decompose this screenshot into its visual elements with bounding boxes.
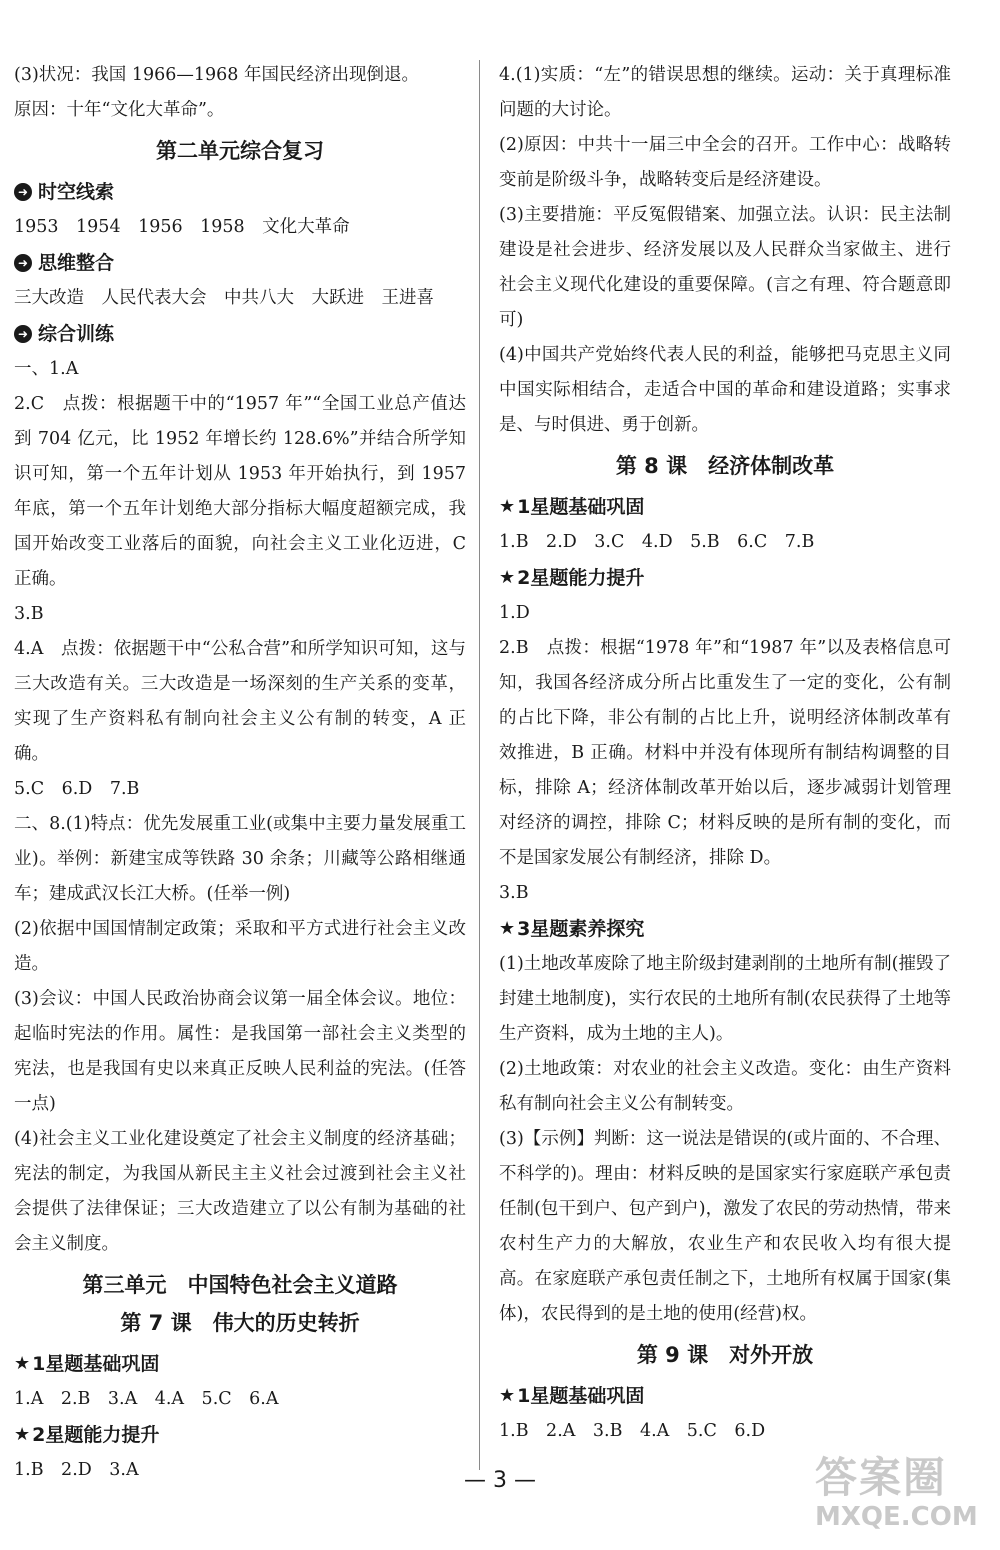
watermark-logo [815, 1455, 995, 1547]
section-training-label: 综合训练 [38, 323, 115, 345]
lesson7-title: 第 7 课 伟大的历史转折 [120, 1311, 360, 1335]
answer-r4-3: (3)主要措施：平反冤假错案、加强立法。认识：民主法制建设是社会进步、经济发展以及人民群众当家做主、进行社会主义现代化建设的重要保障。(言之有理、符合题意即可) [499, 205, 951, 330]
l8-section-2star-label: 2星题能力提升 [517, 567, 645, 589]
answer-q8-2: (2)依据中国国情制定政策；采取和平方式进行社会主义改造。 [14, 919, 466, 974]
l8-2star-q1: 1.D [499, 603, 530, 623]
l7-1star-answers: 1.A 2.B 3.A 4.A 5.C 6.A [14, 1389, 279, 1409]
column-divider [479, 60, 480, 1470]
answer-q3: 3.B [14, 604, 44, 624]
l8-1star-answers: 1.B 2.D 3.C 4.D 5.B 6.C 7.B [499, 532, 815, 552]
watermark-line2: MXQE.COM [815, 1502, 978, 1532]
l8-section-3star [499, 911, 951, 947]
star-icon: ★ [499, 567, 516, 588]
section-training [14, 316, 466, 352]
unit2-title: 第二单元综合复习 [156, 139, 324, 163]
star-icon: ★ [14, 1353, 31, 1374]
lesson9-title: 第 9 课 对外开放 [636, 1343, 814, 1367]
l9-section-1star [499, 1378, 951, 1414]
answer-r4-4: (4)中国共产党始终代表人民的利益，能够把马克思主义同中国实际相结合，走适合中国的革命和建设道路；实事求是、与时俱进、勇于创新。 [499, 345, 951, 435]
right-column [499, 58, 951, 1449]
l8-section-3star-label: 3星题素养探究 [517, 918, 645, 940]
answer-q8-1: 二、8.(1)特点：优先发展重工业(或集中主要力量发展重工业)。举例：新建宝成等铁路 30 余条；川藏等公路相继通车；建成武汉长江大桥。(任举一例) [14, 814, 466, 904]
left-column [14, 58, 466, 1488]
l8-section-1star-label: 1星题基础巩固 [517, 496, 645, 518]
l7-section-1star-label: 1星题基础巩固 [32, 1353, 160, 1375]
section-timeline-label: 时空线索 [38, 181, 115, 203]
answer-q8-3: (3)会议：中国人民政治协商会议第一届全体会议。地位：起临时宪法的作用。属性：是我国第一部社会主义类型的宪法，也是我国有史以来真正反映人民利益的宪法。(任答一点) [14, 989, 466, 1114]
timeline-text: 1953 1954 1956 1958 文化大革命 [14, 217, 350, 237]
answer-q1: 一、1.A [14, 359, 79, 379]
star-icon: ★ [499, 918, 516, 939]
page-number: — 3 — [464, 1468, 536, 1493]
section-thinking-label: 思维整合 [38, 252, 115, 274]
l8-3star-1: (1)土地改革废除了地主阶级封建剥削的土地所有制(摧毁了封建土地制度)，实行农民的土地所有制(农民获得了土地等生产资料，成为土地的主人)。 [499, 954, 951, 1044]
l7-2star-answers: 1.B 2.D 3.A [14, 1460, 139, 1480]
star-icon: ★ [14, 1424, 31, 1445]
section-timeline [14, 174, 466, 210]
thinking-text: 三大改造 人民代表大会 中共八大 大跃进 王进喜 [14, 288, 434, 308]
l8-2star-q2: 2.B 点拨：根据“1978 年”和“1987 年”以及表格信息可知，我国各经济成分所占比重发生了一定的变化，公有制的占比下降，非公有制的占比上升，说明经济体制改革有效推进，B 正确。材料中并没有体现所有制结构调整的目标，排除 A；经济体制改革开始以后，逐步减弱计划管理对经济的调控，排除 C；材料反映的是所有制的变化，而不是国家发展公有制经济，排除 D。 [499, 638, 951, 868]
l8-3star-3: (3)【示例】判断：这一说法是错误的(或片面的、不合理、不科学的)。理由：材料反映的是国家实行家庭联产承包责任制(包干到户、包产到户)，激发了农民的劳动热情，带来农村生产力的大解放，农业生产和农民收入均有很大提高。在家庭联产承包责任制之下，土地所有权属于国家(集体)，农民得到的是土地的使用(经营)权。 [499, 1129, 951, 1324]
l7-section-2star [14, 1417, 466, 1453]
l8-section-1star [499, 489, 951, 525]
answer-q5-7: 5.C 6.D 7.B [14, 779, 140, 799]
status-line: (3)状况：我国 1966—1968 年国民经济出现倒退。 [14, 65, 419, 85]
section-thinking [14, 245, 466, 281]
l8-3star-2: (2)土地政策：对农业的社会主义改造。变化：由生产资料私有制向社会主义公有制转变。 [499, 1059, 951, 1114]
reason-line: 原因：十年“文化大革命”。 [14, 100, 225, 120]
lesson8-title: 第 8 课 经济体制改革 [615, 454, 835, 478]
answer-q8-4: (4)社会主义工业化建设奠定了社会主义制度的经济基础；宪法的制定，为我国从新民主主义社会过渡到社会主义社会提供了法律保证；三大改造建立了以公有制为基础的社会主义制度。 [14, 1129, 466, 1254]
answer-r4-2: (2)原因：中共十一届三中全会的召开。工作中心：战略转变前是阶级斗争，战略转变后是经济建设。 [499, 135, 951, 190]
arrow-circle-icon: ➜ [14, 183, 32, 201]
answer-q4: 4.A 点拨：依据题干中“公私合营”和所学知识可知，这与三大改造有关。三大改造是一场深刻的生产关系的变革，实现了生产资料私有制向社会主义公有制的转变，A 正确。 [14, 639, 466, 764]
l8-2star-q3: 3.B [499, 883, 529, 903]
l9-section-1star-label: 1星题基础巩固 [517, 1385, 645, 1407]
l9-1star-answers: 1.B 2.A 3.B 4.A 5.C 6.D [499, 1421, 766, 1441]
arrow-circle-icon: ➜ [14, 254, 32, 272]
unit3-title: 第三单元 中国特色社会主义道路 [82, 1273, 398, 1297]
l8-section-2star [499, 560, 951, 596]
answer-r4-1: 4.(1)实质：“左”的错误思想的继续。运动：关于真理标准问题的大讨论。 [499, 65, 951, 120]
answer-q2: 2.C 点拨：根据题干中的“1957 年”“全国工业总产值达到 704 亿元，比 1952 年增长约 128.6%”并结合所学知识可知，第一个五年计划从 1953 年开始执行，到 1957 年底，第一个五年计划绝大部分指标大幅度超额完成，我国开始改变工业落后的面貌，向社会主义工业化迈进，C 正确。 [14, 394, 466, 589]
star-icon: ★ [499, 1385, 516, 1406]
l7-section-1star [14, 1346, 466, 1382]
arrow-circle-icon: ➜ [14, 325, 32, 343]
star-icon: ★ [499, 496, 516, 517]
l7-section-2star-label: 2星题能力提升 [32, 1424, 160, 1446]
watermark-line1: 答案圈 [815, 1453, 948, 1502]
